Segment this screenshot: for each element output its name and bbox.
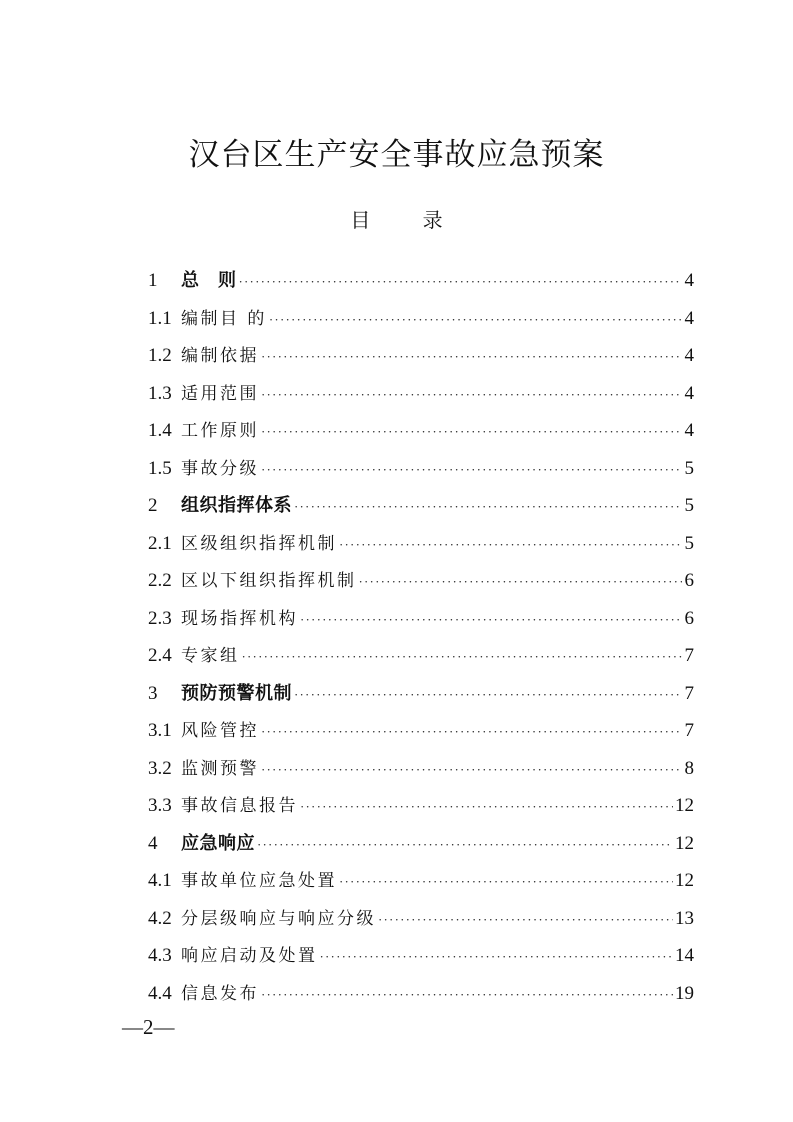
toc-dot-leader bbox=[294, 488, 682, 526]
toc-entry-title: 事故单位应急处置 bbox=[181, 871, 337, 891]
toc-entry[interactable] bbox=[148, 562, 694, 600]
toc-entry[interactable] bbox=[148, 600, 694, 638]
toc-entry-number: 1.3 bbox=[148, 382, 172, 404]
toc-entry[interactable] bbox=[148, 525, 694, 563]
toc-entry-number: 4.2 bbox=[148, 907, 172, 929]
toc-entry-title: 应急响应 bbox=[181, 832, 255, 854]
toc-entry-title: 响应启动及处置 bbox=[181, 946, 318, 966]
toc-entry-page: 4 bbox=[684, 382, 694, 404]
toc-entry[interactable] bbox=[148, 375, 694, 413]
toc-entry-page: 4 bbox=[684, 345, 694, 366]
toc-entry-number: 4 bbox=[148, 832, 158, 854]
page-number-footer: —2— bbox=[122, 1015, 175, 1039]
toc-entry-page: 14 bbox=[675, 945, 694, 966]
toc-entry-title: 组织指挥体系 bbox=[181, 495, 292, 516]
toc-entry[interactable] bbox=[148, 975, 694, 1013]
toc-entry-page: 12 bbox=[675, 870, 694, 891]
toc-dot-leader bbox=[242, 638, 683, 676]
toc-entry-page: 6 bbox=[684, 570, 694, 591]
toc-entry-number: 2.4 bbox=[148, 645, 172, 666]
toc-dot-leader bbox=[339, 526, 682, 564]
toc-entry-number: 3.1 bbox=[148, 720, 172, 741]
toc-entry-number: 1.2 bbox=[148, 345, 172, 366]
toc-entry[interactable] bbox=[148, 412, 694, 450]
toc-dot-leader bbox=[261, 338, 682, 376]
toc-dot-leader bbox=[261, 976, 673, 1014]
toc-entry[interactable] bbox=[148, 937, 694, 975]
toc-entry[interactable] bbox=[148, 900, 694, 938]
toc-entry-page: 5 bbox=[684, 532, 694, 554]
table-of-contents bbox=[148, 262, 694, 1012]
toc-dot-leader bbox=[257, 826, 673, 864]
toc-entry-page: 4 bbox=[684, 420, 694, 441]
toc-entry-number: 3.3 bbox=[148, 795, 172, 816]
toc-dot-leader bbox=[378, 901, 673, 939]
toc-entry-title: 区以下组织指挥机制 bbox=[181, 571, 357, 591]
toc-dot-leader bbox=[239, 263, 683, 301]
toc-entry-title: 信息发布 bbox=[181, 983, 259, 1004]
toc-dot-leader bbox=[261, 413, 682, 451]
toc-entry[interactable] bbox=[148, 787, 694, 825]
toc-entry-title: 现场指挥机构 bbox=[181, 608, 298, 629]
toc-entry-page: 19 bbox=[675, 982, 694, 1004]
toc-dot-leader bbox=[300, 601, 682, 639]
toc-entry-number: 2 bbox=[148, 495, 158, 516]
toc-entry[interactable] bbox=[148, 637, 694, 675]
toc-entry-number: 3 bbox=[148, 682, 158, 704]
toc-entry[interactable] bbox=[148, 262, 694, 300]
toc-dot-leader bbox=[261, 451, 682, 489]
toc-entry-page: 5 bbox=[684, 495, 694, 516]
toc-entry-page: 4 bbox=[684, 307, 694, 329]
toc-entry-title: 编制依据 bbox=[181, 346, 259, 366]
toc-entry-page: 12 bbox=[675, 795, 694, 816]
toc-entry-title: 事故信息报告 bbox=[181, 796, 298, 816]
toc-entry[interactable] bbox=[148, 750, 694, 788]
toc-entry-number: 2.2 bbox=[148, 570, 172, 591]
toc-entry-page: 7 bbox=[684, 720, 694, 741]
toc-entry-page: 8 bbox=[684, 757, 694, 779]
toc-entry-title: 风险管控 bbox=[181, 721, 259, 741]
toc-entry-title: 事故分级 bbox=[181, 458, 259, 479]
toc-entry[interactable] bbox=[148, 487, 694, 525]
toc-heading: 目 录 bbox=[350, 208, 459, 232]
toc-entry-page: 12 bbox=[675, 832, 694, 854]
toc-entry-number: 4.1 bbox=[148, 870, 172, 891]
toc-entry[interactable] bbox=[148, 675, 694, 713]
toc-entry-title: 适用范围 bbox=[181, 383, 259, 404]
toc-entry-title: 总 则 bbox=[181, 270, 237, 291]
toc-entry-number: 1.5 bbox=[148, 457, 172, 479]
toc-entry-page: 5 bbox=[684, 457, 694, 479]
toc-entry-number: 2.3 bbox=[148, 607, 172, 629]
toc-entry-number: 4.3 bbox=[148, 945, 172, 966]
toc-entry-title: 监测预警 bbox=[181, 758, 259, 779]
toc-dot-leader bbox=[261, 376, 682, 414]
toc-entry[interactable] bbox=[148, 337, 694, 375]
toc-entry-title: 预防预警机制 bbox=[181, 682, 292, 704]
toc-entry-number: 4.4 bbox=[148, 982, 172, 1004]
toc-entry[interactable] bbox=[148, 712, 694, 750]
toc-dot-leader bbox=[339, 863, 673, 901]
toc-entry-number: 1 bbox=[148, 270, 158, 291]
toc-entry-title: 分层级响应与响应分级 bbox=[181, 908, 376, 929]
toc-entry-page: 4 bbox=[684, 270, 694, 291]
toc-entry-title: 工作原则 bbox=[181, 421, 259, 441]
toc-entry-number: 1.1 bbox=[148, 307, 172, 329]
toc-dot-leader bbox=[359, 563, 683, 601]
toc-entry-number: 1.4 bbox=[148, 420, 172, 441]
toc-entry[interactable] bbox=[148, 825, 694, 863]
toc-dot-leader bbox=[320, 938, 674, 976]
toc-dot-leader bbox=[300, 788, 673, 826]
toc-dot-leader bbox=[261, 751, 682, 789]
document-title: 汉台区生产安全事故应急预案 bbox=[188, 137, 605, 173]
toc-dot-leader bbox=[261, 713, 682, 751]
toc-entry-title: 区级组织指挥机制 bbox=[181, 533, 337, 554]
toc-dot-leader bbox=[294, 676, 682, 714]
toc-entry-number: 2.1 bbox=[148, 532, 172, 554]
toc-entry[interactable] bbox=[148, 300, 694, 338]
toc-entry-title: 专家组 bbox=[181, 646, 240, 666]
toc-entry-page: 7 bbox=[684, 682, 694, 704]
toc-dot-leader bbox=[269, 301, 682, 339]
toc-entry[interactable] bbox=[148, 862, 694, 900]
toc-entry-number: 3.2 bbox=[148, 757, 172, 779]
toc-entry-page: 6 bbox=[684, 607, 694, 629]
toc-entry[interactable] bbox=[148, 450, 694, 488]
toc-entry-page: 7 bbox=[684, 645, 694, 666]
toc-entry-title: 编制目 的 bbox=[181, 308, 267, 329]
toc-entry-page: 13 bbox=[675, 907, 694, 929]
